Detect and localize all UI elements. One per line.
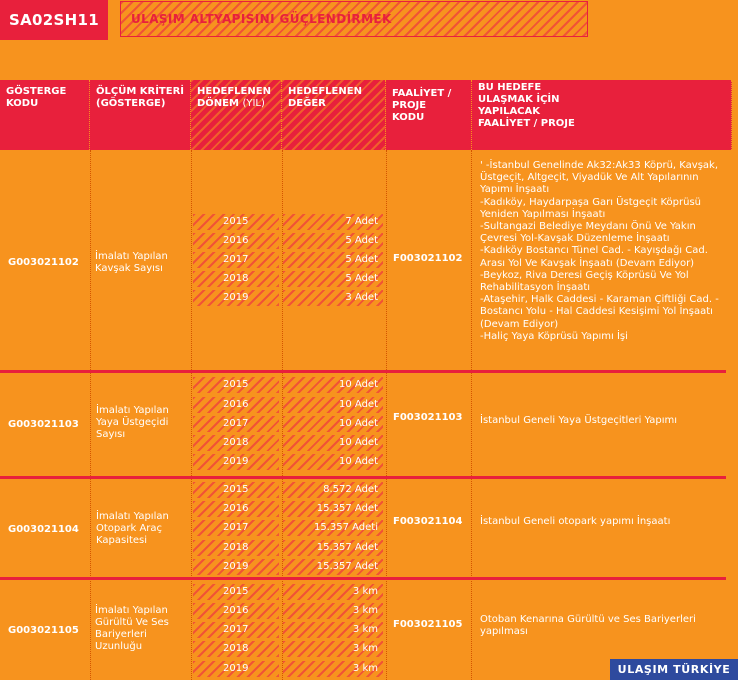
activity-item: İstanbul Geneli otopark yapımı İnşaatı <box>480 516 671 527</box>
target-value: 3 km <box>283 603 383 619</box>
measurement-criterion: İmalatı Yapılan Yaya Üstgeçidi Sayısı <box>96 405 169 440</box>
target-value: 5 Adet <box>283 252 383 268</box>
target-year: 2017 <box>193 622 279 638</box>
indicator-code: G003021103 <box>8 418 79 430</box>
row-separator <box>0 577 726 580</box>
col-header-text: KODU <box>6 98 39 109</box>
col-header-text: PROJE <box>392 100 427 111</box>
target-value: 3 Adet <box>283 290 383 306</box>
target-year: 2018 <box>193 271 279 287</box>
target-year: 2019 <box>193 661 279 677</box>
col-header-text: FAALİYET / PROJE <box>478 118 575 129</box>
col-header-text: BU HEDEFE <box>478 82 542 93</box>
target-value: 15.357 Adeti <box>283 520 383 536</box>
target-value: 10 Adet <box>283 397 383 413</box>
target-value: 3 km <box>283 584 383 600</box>
row-separator <box>0 476 726 479</box>
target-year: 2017 <box>193 416 279 432</box>
target-year: 2015 <box>193 377 279 393</box>
activity-item: -Ataşehir, Halk Caddesi - Karaman Çiftliği Cad. - Bostancı Yolu - Hal Caddesi Kesişimi Yol İnşaatı (Devam Ediyor) <box>480 294 719 330</box>
activity-item: Otoban Kenarına Gürültü ve Ses Bariyerleri yapılması <box>480 614 696 637</box>
target-year: 2018 <box>193 540 279 556</box>
target-year: 2016 <box>193 233 279 249</box>
measurement-criterion: İmalatı Yapılan Kavşak Sayısı <box>95 251 168 274</box>
col-header-text: HEDEFLENEN <box>197 86 271 97</box>
indicator-code: G003021104 <box>8 523 79 535</box>
target-value: 3 km <box>283 622 383 638</box>
column-divider <box>90 150 91 680</box>
col-header-text: YAPILACAK <box>478 106 541 117</box>
target-value: 5 Adet <box>283 271 383 287</box>
measurement-criterion: İmalatı Yapılan Otopark Araç Kapasitesi <box>96 511 169 546</box>
target-value: 3 km <box>283 661 383 677</box>
target-value: 10 Adet <box>283 416 383 432</box>
indicator-code: G003021105 <box>8 624 79 636</box>
col-header-text: (GÖSTERGE) <box>96 98 166 109</box>
activity-item: -Sultangazi Belediye Meydanı Önü Ve Yakın Çevresi Yol-Kavşak Düzenleme İnşaatı <box>480 221 696 245</box>
col-header-text: KODU <box>392 112 425 123</box>
activity-item: -Kadıköy, Haydarpaşa Garı Üstgeçit Köprüsü Yeniden Yapılması İnşaatı <box>480 196 702 220</box>
col-header-faaliyet <box>472 80 732 150</box>
column-divider <box>191 150 192 680</box>
target-year: 2018 <box>193 435 279 451</box>
indicator-code: G003021102 <box>8 256 79 268</box>
activity-item: -Haliç Yaya Köprüsü Yapımı İşi <box>480 330 628 342</box>
col-header-olcum-kriteri <box>90 80 191 150</box>
col-header-text: FAALİYET / <box>392 88 452 99</box>
target-year: 2015 <box>193 214 279 230</box>
target-year: 2019 <box>193 559 279 575</box>
activity-item: İstanbul Geneli Yaya Üstgeçitleri Yapımı <box>480 415 678 426</box>
activity-item: -Beykoz, Riva Deresi Geçiş Köprüsü Ve Yol Rehabilitasyon İnşaatı <box>480 269 689 294</box>
activity-code: F003021103 <box>393 411 463 423</box>
target-year: 2018 <box>193 641 279 657</box>
target-value: 3 km <box>283 641 383 657</box>
activity-item: ' -İstanbul Genelinde Ak32:Ak33 Köprü, Kavşak, Üstgeçit, Altgeçit, Viyadük Ve Alt Yapılarının Yapımı İnşaatı <box>480 160 719 196</box>
col-header-text: DÖNEM (YIL) <box>197 98 265 109</box>
target-year: 2016 <box>193 501 279 517</box>
target-value: 5 Adet <box>283 233 383 249</box>
col-header-text: ÖLÇÜM KRİTERİ <box>96 86 185 97</box>
activity-code: F003021102 <box>393 252 463 264</box>
activity-list <box>480 160 728 343</box>
measurement-criterion: İmalatı Yapılan Gürültü Ve Ses Bariyerleri Uzunluğu <box>95 605 169 652</box>
watermark-logo: ULAŞIM TÜRKİYE <box>610 659 738 680</box>
col-header-gosterge-kodu <box>0 80 90 150</box>
target-value: 10 Adet <box>283 377 383 393</box>
target-value: 15.357 Adet <box>283 540 383 556</box>
col-header-faaliyet-kodu <box>386 80 472 150</box>
target-year: 2019 <box>193 454 279 470</box>
target-value: 15.357 Adet <box>283 501 383 517</box>
col-header-text: DEĞER <box>288 98 326 109</box>
target-year: 2016 <box>193 397 279 413</box>
activity-item: -Kadıköy Bostancı Tünel Cad. - Kayışdağı Cad. Arası Yol Ve Kavşak İnşaatı (Devam Ediyor) <box>480 245 708 269</box>
col-header-text: GÖSTERGE <box>6 86 67 97</box>
col-header-hedeflenen-donem <box>191 80 282 150</box>
target-year: 2019 <box>193 290 279 306</box>
target-year: 2016 <box>193 603 279 619</box>
target-value: 7 Adet <box>283 214 383 230</box>
column-divider <box>386 150 387 680</box>
row-separator <box>0 370 726 373</box>
col-header-text: HEDEFLENEN <box>288 86 362 97</box>
activity-code: F003021105 <box>393 618 463 630</box>
target-year: 2017 <box>193 520 279 536</box>
column-divider <box>471 150 472 680</box>
target-value: 10 Adet <box>283 435 383 451</box>
target-value: 8.572 Adet <box>283 482 383 498</box>
goal-code-badge: SA02SH11 <box>0 0 108 40</box>
target-value: 15.357 Adet <box>283 559 383 575</box>
col-header-hedeflenen-deger <box>282 80 386 150</box>
target-year: 2015 <box>193 584 279 600</box>
goal-title: ULAŞIM ALTYAPISINI GÜÇLENDİRMEK <box>120 1 588 37</box>
target-value: 10 Adet <box>283 454 383 470</box>
target-year: 2015 <box>193 482 279 498</box>
activity-code: F003021104 <box>393 515 463 527</box>
target-year: 2017 <box>193 252 279 268</box>
col-header-text: ULAŞMAK İÇİN <box>478 94 560 105</box>
